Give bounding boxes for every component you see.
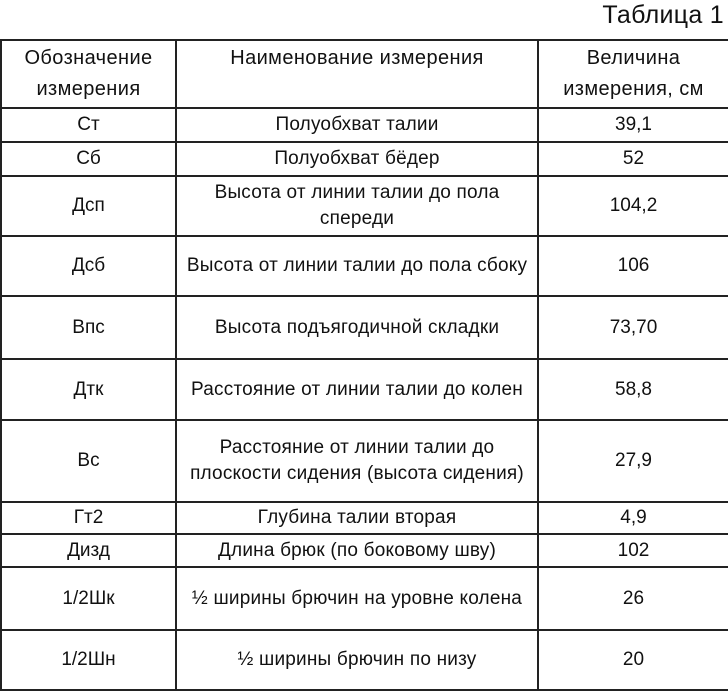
- table-row: [1, 630, 728, 690]
- cell-code: Вс: [1, 420, 176, 502]
- cell-code: Гт2: [1, 502, 176, 534]
- cell-code: Дтк: [1, 359, 176, 420]
- cell-name: ½ ширины брючин по низу: [176, 630, 538, 690]
- cell-value: 26: [538, 567, 728, 630]
- cell-value: 102: [538, 534, 728, 567]
- cell-value: 39,1: [538, 108, 728, 142]
- table-header-row: [1, 40, 728, 108]
- cell-name: Расстояние от линии талии до колен: [176, 359, 538, 420]
- cell-code: Ст: [1, 108, 176, 142]
- cell-value: 4,9: [538, 502, 728, 534]
- cell-code: 1/2Шк: [1, 567, 176, 630]
- table-row: [1, 534, 728, 567]
- table-row: [1, 142, 728, 176]
- cell-name: ½ ширины брючин на уровне колена: [176, 567, 538, 630]
- table-row: [1, 236, 728, 296]
- cell-value: 58,8: [538, 359, 728, 420]
- table-row: [1, 420, 728, 502]
- cell-name: Высота от линии талии до пола сбоку: [176, 236, 538, 296]
- header-name: Наименование измерения: [176, 40, 538, 108]
- cell-value: 106: [538, 236, 728, 296]
- table-row: [1, 296, 728, 359]
- cell-code: Дсп: [1, 176, 176, 236]
- cell-name: Высота от линии талии до пола спереди: [176, 176, 538, 236]
- cell-code: 1/2Шн: [1, 630, 176, 690]
- cell-code: Дсб: [1, 236, 176, 296]
- cell-value: 104,2: [538, 176, 728, 236]
- cell-code: Сб: [1, 142, 176, 176]
- table-row: [1, 567, 728, 630]
- cell-code: Впс: [1, 296, 176, 359]
- table-row: [1, 176, 728, 236]
- table-row: [1, 108, 728, 142]
- cell-name: Высота подъягодичной складки: [176, 296, 538, 359]
- cell-name: Полуобхват бёдер: [176, 142, 538, 176]
- table-caption: Таблица 1: [602, 1, 724, 29]
- measurements-table: [0, 39, 728, 691]
- table-row: [1, 359, 728, 420]
- header-value: Величина измерения, см: [538, 40, 728, 108]
- cell-name: Глубина талии вторая: [176, 502, 538, 534]
- cell-name: Длина брюк (по боковому шву): [176, 534, 538, 567]
- cell-name: Полуобхват талии: [176, 108, 538, 142]
- cell-value: 20: [538, 630, 728, 690]
- table-row: [1, 502, 728, 534]
- cell-code: Дизд: [1, 534, 176, 567]
- cell-value: 73,70: [538, 296, 728, 359]
- header-code: Обозначение измерения: [1, 40, 176, 108]
- cell-value: 27,9: [538, 420, 728, 502]
- cell-value: 52: [538, 142, 728, 176]
- cell-name: Расстояние от линии талии до плоскости сидения (высота сидения): [176, 420, 538, 502]
